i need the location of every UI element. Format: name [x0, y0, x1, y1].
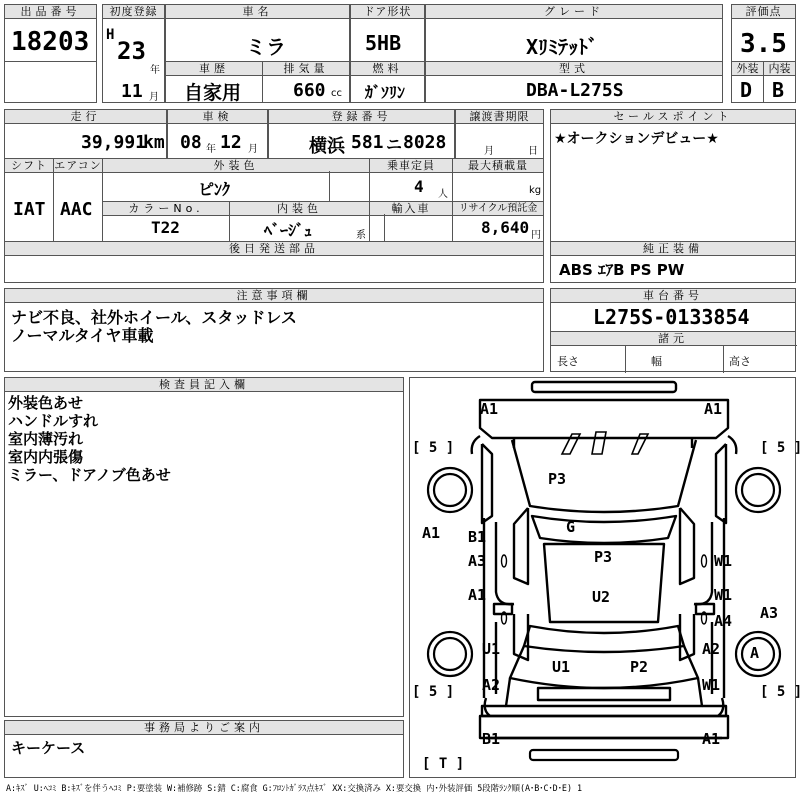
capacity-cell	[369, 158, 453, 202]
int-label: 内装	[763, 61, 796, 76]
reg-kana: ニ	[386, 135, 403, 154]
model-label: 型式	[425, 61, 723, 76]
ac-cell	[53, 158, 103, 242]
door-label: ドア形状	[350, 4, 425, 19]
month-unit: 月	[149, 92, 159, 103]
history: 自家用	[184, 82, 242, 104]
later-parts-cell	[4, 241, 544, 283]
spec-divider	[551, 345, 797, 346]
equipment-label: 純正装備	[550, 241, 796, 256]
reg-city: 横浜	[309, 136, 345, 157]
code-right-rear-lamp: W1	[702, 676, 721, 694]
tire-fl-tread: [ 5 ]	[412, 440, 455, 456]
recycle-unit: 円	[531, 230, 541, 241]
score-label: 評価点	[731, 4, 796, 19]
load-unit: kg	[529, 185, 542, 196]
import-divider	[384, 214, 385, 243]
ac: AAC	[60, 199, 93, 220]
interior-color-unit: 系	[356, 230, 366, 241]
legend: A:ｷｽﾞ U:ﾍｺﾐ B:ｷｽﾞを伴うﾍｺﾐ P:要塗装 W:補修跡 S:錆 C:腐食 G:ﾌﾛﾝﾄｶﾞﾗｽ点ｷｽﾞ XX:交換済み X:要交換 内･外装評価 5段階ﾗﾝｸ順(A･B･C･D･E) 1	[6, 783, 583, 793]
first-reg-label: 初度登録	[102, 4, 165, 19]
code-left-quarter-top: U1	[482, 640, 501, 658]
code-rear-bumper-left: B1	[482, 730, 501, 748]
ext-label: 外装	[731, 61, 764, 76]
ext-grade: D	[740, 78, 753, 102]
equipment-cell	[550, 241, 796, 283]
lot-number: 18203	[11, 27, 90, 57]
lot-cell	[4, 4, 97, 62]
capacity-label: 乗車定員	[369, 158, 453, 173]
transfer-label: 譲渡書期限	[455, 109, 544, 124]
color-divider	[329, 171, 330, 203]
code-right-rear-circle: A	[750, 644, 760, 662]
first-reg-cell	[102, 4, 165, 103]
equipment-text: ABS ｴｱB PS PW	[559, 261, 685, 279]
spare-tire: [ T ]	[422, 756, 465, 772]
inspection-label: 車検	[167, 109, 268, 124]
reg-cell	[268, 109, 455, 159]
car-name: ミラ	[246, 35, 286, 59]
inspector-label: 検査員記入欄	[4, 377, 404, 392]
history-cell	[165, 61, 263, 103]
displacement-unit: cc	[331, 88, 342, 99]
mileage-label: 走行	[4, 109, 167, 124]
later-parts-label: 後日発送部品	[4, 241, 544, 256]
inspector-text: 外装色あせ ハンドルすれ 室内薄汚れ 室内内張傷 ミラー、ドアノブ色あせ	[8, 394, 171, 484]
score-cell	[731, 4, 796, 62]
code-roof: P3	[594, 548, 613, 566]
first-reg-month: 11	[121, 81, 143, 102]
insp-month: 12	[220, 132, 242, 153]
code-rear-window-right: P2	[630, 658, 649, 676]
body-color: ピﾝｸ	[198, 180, 231, 199]
damage-diagram	[409, 377, 802, 778]
height-label: 高さ	[729, 355, 751, 368]
recycle-label: リサイクル預託金	[452, 201, 544, 216]
code-left-front-door-top: B1	[468, 528, 487, 546]
car-name-label: 車名	[165, 4, 350, 19]
capacity-unit: 人	[438, 189, 448, 200]
length-label: 長さ	[557, 355, 579, 368]
notes-text: ナビ不良、社外ホイール、スタッドレス ノーマルタイヤ車載	[11, 308, 297, 345]
mileage-cell	[4, 109, 167, 159]
model: DBA-L275S	[526, 80, 624, 101]
color-no-cell	[102, 201, 230, 242]
width-label: 幅	[651, 355, 662, 368]
code-left-quarter-bottom: A2	[482, 676, 501, 694]
history-label: 車歴	[165, 61, 263, 76]
interior-color: ﾍﾞｰｼﾞｭ	[264, 221, 313, 240]
code-right-rear-door-top: W1	[714, 586, 733, 604]
fuel: ｶﾞｿﾘﾝ	[365, 83, 406, 102]
code-right-rear-door-bottom: A4	[714, 612, 733, 630]
office-label: 事務局よりご案内	[4, 720, 404, 735]
mileage: 39,991	[81, 132, 147, 153]
chassis-cell	[550, 288, 796, 372]
first-reg-year: 23	[117, 37, 146, 65]
sales-point-text: ★オークションデビュー★	[554, 131, 719, 147]
insp-year: 08	[180, 132, 202, 153]
capacity: 4	[414, 177, 424, 196]
reg-label: 登録番号	[268, 109, 455, 124]
code-rear-window-left: U1	[552, 658, 571, 676]
sales-point-label: セールスポイント	[550, 109, 796, 124]
chassis-number: L275S-0133854	[593, 305, 750, 329]
displacement-label: 排気量	[262, 61, 350, 76]
code-right-rear-quarter: A3	[760, 604, 779, 622]
code-windshield: G	[566, 518, 576, 536]
shift: IAT	[13, 199, 46, 220]
ac-label: エアコン	[54, 159, 102, 172]
int-cell	[763, 61, 796, 103]
sales-point-cell	[550, 109, 796, 254]
spec-divider-1	[625, 345, 626, 373]
recycle: 8,640	[481, 218, 530, 237]
fuel-cell	[350, 61, 425, 103]
office-cell	[4, 720, 404, 778]
code-rear-bumper-right: A1	[702, 730, 721, 748]
door-type: 5HB	[365, 31, 402, 55]
shift-label: シフト	[4, 158, 54, 173]
door-cell	[350, 4, 425, 62]
color-cell	[102, 158, 370, 202]
code-left-front-door-bottom: A3	[468, 552, 487, 570]
code-right-quarter: A2	[702, 640, 721, 658]
transfer-month-unit: 月	[484, 146, 494, 157]
lot-blank-cell	[4, 61, 97, 103]
tire-rl-tread: [ 5 ]	[412, 684, 455, 700]
shift-cell	[4, 158, 54, 242]
transfer-day-unit: 日	[528, 146, 538, 157]
car-name-cell	[165, 4, 350, 62]
reg-number: 8028	[403, 132, 447, 153]
recycle-cell	[452, 201, 544, 242]
lot-label: 出品番号	[4, 4, 97, 19]
code-left-fender: A1	[422, 524, 441, 542]
notes-cell	[4, 288, 544, 372]
grade-label: グレード	[425, 4, 723, 19]
code-right-front-door: W1	[714, 552, 733, 570]
insp-year-unit: 年	[206, 144, 216, 155]
notes-label: 注意事項欄	[4, 288, 544, 303]
transfer-cell	[455, 109, 544, 159]
import-cell	[369, 201, 453, 242]
code-roof-rear: U2	[592, 588, 611, 606]
code-front-bumper-left: A1	[480, 400, 499, 418]
spec-divider-2	[723, 345, 724, 373]
era: H	[106, 27, 115, 43]
interior-color-label: 内装色	[229, 201, 370, 216]
code-left-rear-door: A1	[468, 586, 487, 604]
load-cell	[452, 158, 544, 202]
insp-month-unit: 月	[248, 144, 258, 155]
mileage-unit: km	[143, 132, 165, 153]
inspection-cell	[167, 109, 268, 159]
displacement-cell	[262, 61, 350, 103]
car-outline	[410, 378, 797, 779]
grade-cell	[425, 4, 723, 62]
color-no-label: カラーNo.	[102, 201, 230, 216]
load-label: 最大積載量	[452, 158, 544, 173]
score: 3.5	[740, 29, 787, 59]
code-hood: P3	[548, 470, 567, 488]
inspector-cell	[4, 377, 404, 717]
model-cell	[425, 61, 723, 103]
ext-cell	[731, 61, 764, 103]
tire-rr-tread: [ 5 ]	[760, 684, 802, 700]
chassis-label: 車台番号	[550, 288, 796, 303]
tire-fr-tread: [ 5 ]	[760, 440, 802, 456]
color-label: 外装色	[102, 158, 370, 173]
color-no: T22	[151, 218, 180, 237]
grade: Xﾘﾐﾃｯﾄﾞ	[526, 35, 599, 59]
interior-color-cell	[229, 201, 370, 242]
int-grade: B	[772, 78, 785, 102]
fuel-label: 燃料	[350, 61, 425, 76]
displacement: 660	[293, 80, 326, 101]
office-text: キーケース	[11, 739, 86, 757]
spec-label: 諸元	[550, 331, 796, 346]
import-label: 輸入車	[369, 201, 453, 216]
code-front-bumper-right: A1	[704, 400, 723, 418]
year-unit: 年	[150, 65, 160, 76]
reg-class: 581	[351, 132, 384, 153]
